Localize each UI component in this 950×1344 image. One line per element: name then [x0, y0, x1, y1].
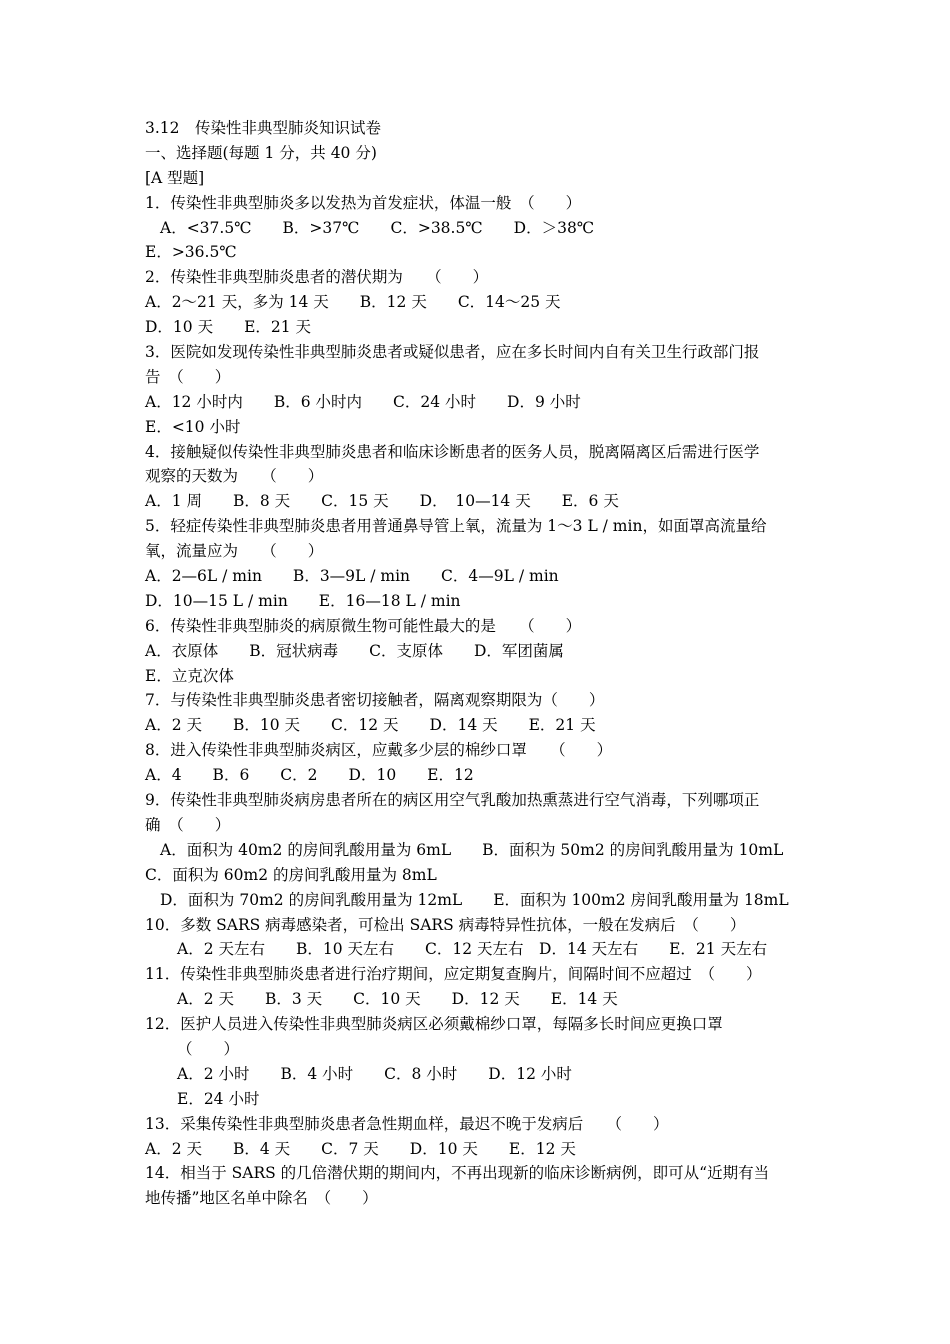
question-line: A．2—6L / min B．3—9L / min C．4—9L / min [145, 567, 559, 586]
question-line: A．衣原体 B．冠状病毒 C．支原体 D．军团菌属 [145, 641, 564, 660]
question-line: A．2 小时 B．4 小时 C．8 小时 D．12 小时 [177, 1064, 572, 1083]
question-line: 观察的天数为 （ ） [145, 467, 324, 486]
question-line: E．<10 小时 [145, 417, 241, 436]
question-line: A．2 天左右 B．10 天左右 C．12 天左右 D．14 天左右 E．21 天左右 [177, 940, 768, 959]
question-line: A．2 天 B．3 天 C．10 天 D．12 天 E．14 天 [177, 990, 618, 1009]
question-line: 9．传染性非典型肺炎病房患者所在的病区用空气乳酸加热熏蒸进行空气消毒，下列哪项正 [145, 791, 760, 810]
question-line: 氧，流量应为 （ ） [145, 542, 324, 561]
question-line: 14．相当于 SARS 的几倍潜伏期的期间内，不再出现新的临床诊断病例，即可从“近期有当 [145, 1164, 770, 1183]
question-line: D．面积为 70m2 的房间乳酸用量为 12mL E．面积为 100m2 房间乳酸用量为 18mL [160, 890, 789, 909]
question-line: 3．医院如发现传染性非典型肺炎患者或疑似患者，应在多长时间内自有关卫生行政部门报 [145, 343, 760, 362]
question-line: （ ） [177, 1039, 240, 1058]
question-line: A．面积为 40m2 的房间乳酸用量为 6mL B．面积为 50m2 的房间乳酸用量为 10mL [160, 840, 784, 859]
question-line: 确 （ ） [145, 815, 231, 834]
question-line: A．12 小时内 B．6 小时内 C．24 小时 D．9 小时 [145, 392, 581, 411]
question-line: 13．采集传染性非典型肺炎患者急性期血样，最迟不晚于发病后 （ ） [145, 1114, 669, 1133]
question-line: A．1 周 B．8 天 C．15 天 D． 10—14 天 E．6 天 [145, 492, 619, 511]
question-line: C．面积为 60m2 的房间乳酸用量为 8mL [145, 865, 437, 884]
section-heading: 一、选择题(每题 1 分，共 40 分) [145, 143, 377, 162]
exam-page [145, 116, 817, 1211]
exam-title: 3.12 传染性非典型肺炎知识试卷 [145, 119, 382, 137]
question-line: A．2～21 天，多为 14 天 B．12 天 C．14～25 天 [145, 293, 561, 312]
question-line: 地传播”地区名单中除名 （ ） [145, 1189, 378, 1208]
question-line: 12．医护人员进入传染性非典型肺炎病区必须戴棉纱口罩，每隔多长时间应更换口罩 [145, 1015, 723, 1034]
question-line: 告 （ ） [145, 367, 231, 386]
question-line: 11．传染性非典型肺炎患者进行治疗期间，应定期复查胸片，间隔时间不应超过 （ ） [145, 965, 762, 984]
question-line: 6．传染性非典型肺炎的病原微生物可能性最大的是 （ ） [145, 616, 582, 635]
question-line: E．>36.5℃ [145, 243, 237, 262]
question-line: A．2 天 B．10 天 C．12 天 D．14 天 E．21 天 [145, 716, 596, 735]
question-line: 2．传染性非典型肺炎患者的潜伏期为 （ ） [145, 268, 489, 287]
question-line: 1．传染性非典型肺炎多以发热为首发症状，体温一般 （ ） [145, 193, 582, 212]
question-line: A．<37.5℃ B．>37℃ C．>38.5℃ D．＞38℃ [160, 218, 595, 237]
question-line: E．立克次体 [145, 666, 234, 685]
question-line: D．10—15 L / min E．16—18 L / min [145, 591, 461, 610]
question-list [145, 191, 817, 1212]
question-line: 4．接触疑似传染性非典型肺炎患者和临床诊断患者的医务人员，脱离隔离区后需进行医学 [145, 442, 760, 461]
question-line: A．2 天 B．4 天 C．7 天 D．10 天 E．12 天 [145, 1139, 576, 1158]
question-line: 8．进入传染性非典型肺炎病区，应戴多少层的棉纱口罩 （ ） [145, 741, 613, 760]
subsection-heading: [A 型题] [145, 168, 205, 187]
question-line: A．4 B．6 C．2 D．10 E．12 [145, 766, 474, 785]
question-line: D．10 天 E．21 天 [145, 318, 312, 337]
question-line: 5．轻症传染性非典型肺炎患者用普通鼻导管上氧，流量为 1～3 L / min，如面罩高流量给 [145, 517, 767, 536]
question-line: E．24 小时 [177, 1089, 260, 1108]
question-line: 10．多数 SARS 病毒感染者，可检出 SARS 病毒特异性抗体，一般在发病后 （ ） [145, 915, 746, 934]
question-line: 7．与传染性非典型肺炎患者密切接触者，隔离观察期限为（ ） [145, 691, 605, 710]
